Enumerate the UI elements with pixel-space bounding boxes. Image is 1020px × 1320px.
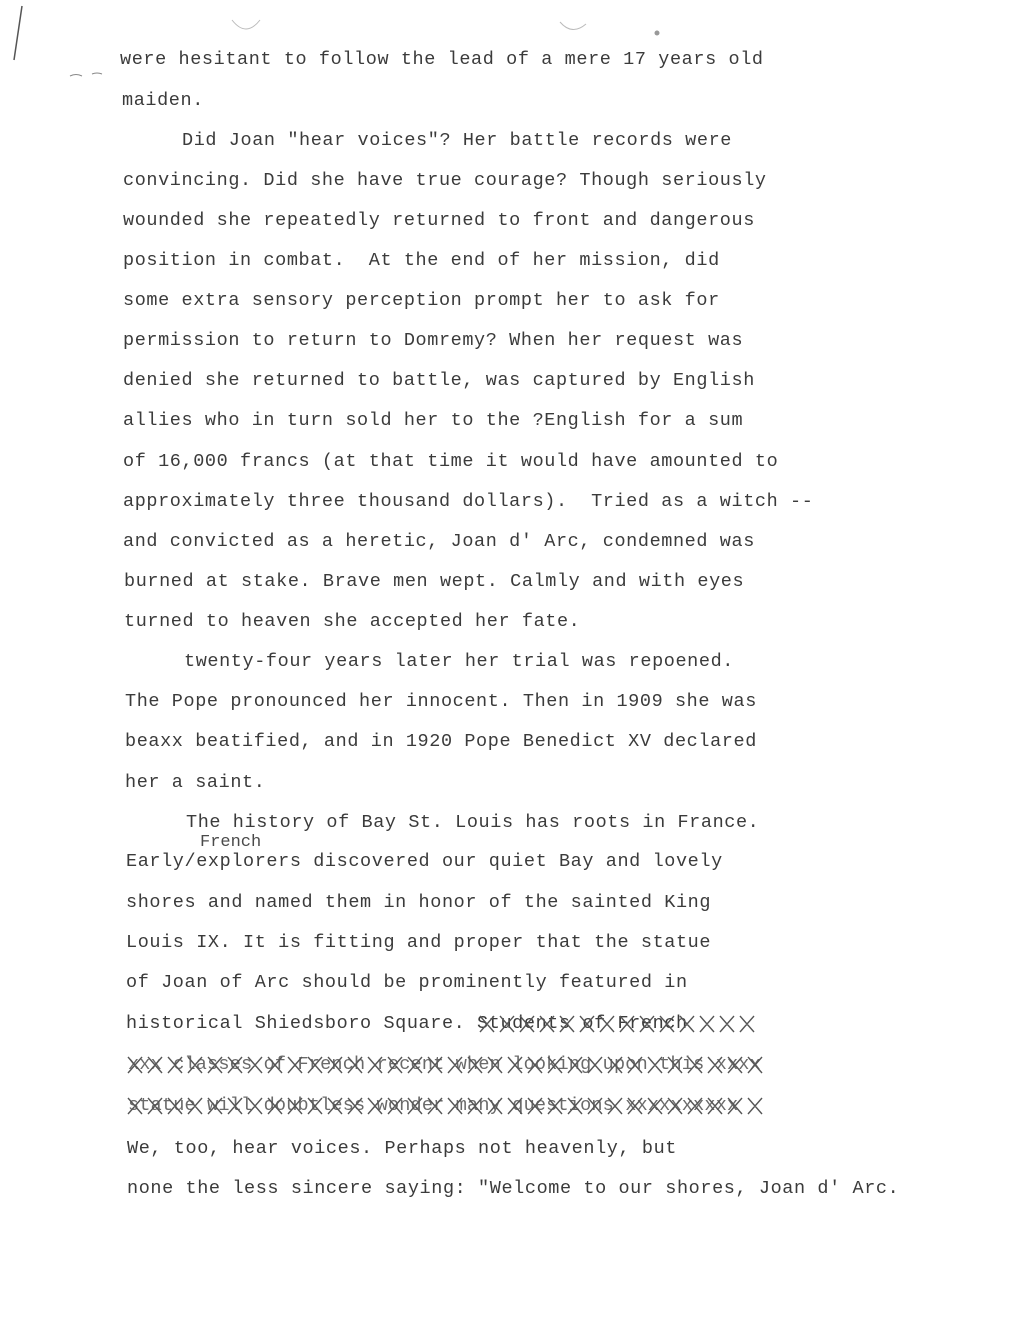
text-line-5: wounded she repeatedly returned to front and dangerous: [123, 210, 755, 231]
text-line-11: of 16,000 francs (at that time it would have amounted to: [123, 451, 779, 472]
text-line-29: none the less sincere saying: "Welcome to our shores, Joan d' Arc.: [127, 1178, 900, 1199]
text-line-21: Early/explorers discovered our quiet Bay and lovely: [126, 851, 723, 872]
text-line-6: position in combat. At the end of her mission, did: [123, 250, 720, 271]
strikeout-overtype: [0, 1010, 1020, 1130]
struck-out-line-1: xxx classes of French recent when looking upon this xxxx: [128, 1054, 761, 1075]
text-line-25: historical Shiedsboro Square. Students of French: [126, 1013, 688, 1034]
text-line-1: were hesitant to follow the lead of a mere 17 years old: [120, 49, 764, 70]
text-line-7: some extra sensory perception prompt her to ask for: [123, 290, 720, 311]
text-line-24: of Joan of Arc should be prominently featured in: [126, 972, 688, 993]
text-line-8: permission to return to Domremy? When her request was: [123, 330, 744, 351]
text-line-15: turned to heaven she accepted her fate.: [124, 611, 581, 632]
text-line-22: shores and named them in honor of the sainted King: [126, 892, 712, 913]
text-line-19: her a saint.: [125, 772, 266, 793]
text-line-3: Did Joan "hear voices"? Her battle records were: [182, 130, 732, 151]
struck-out-line-2: statue will doubtless wonder many questions xxxxxxxxxx: [128, 1095, 739, 1116]
text-line-23: Louis IX. It is fitting and proper that the statue: [126, 932, 712, 953]
text-line-13: and convicted as a heretic, Joan d' Arc, condemned was: [123, 531, 755, 552]
text-line-14: burned at stake. Brave men wept. Calmly and with eyes: [124, 571, 745, 592]
text-line-16: twenty-four years later her trial was repoened.: [184, 651, 734, 672]
text-line-2: maiden.: [122, 90, 204, 111]
text-line-20: The history of Bay St. Louis has roots in France.: [186, 812, 760, 833]
text-line-18: beaxx beatified, and in 1920 Pope Benedict XV declared: [125, 731, 757, 752]
text-line-4: convincing. Did she have true courage? Though seriously: [123, 170, 767, 191]
interlinear-insertion: French: [200, 833, 262, 852]
text-line-9: denied she returned to battle, was captured by English: [123, 370, 755, 391]
text-line-12: approximately three thousand dollars). Tried as a witch --: [123, 491, 814, 512]
text-line-10: allies who in turn sold her to the ?English for a sum: [123, 410, 744, 431]
text-line-17: The Pope pronounced her innocent. Then in 1909 she was: [125, 691, 757, 712]
text-line-28: We, too, hear voices. Perhaps not heavenly, but: [127, 1138, 677, 1159]
